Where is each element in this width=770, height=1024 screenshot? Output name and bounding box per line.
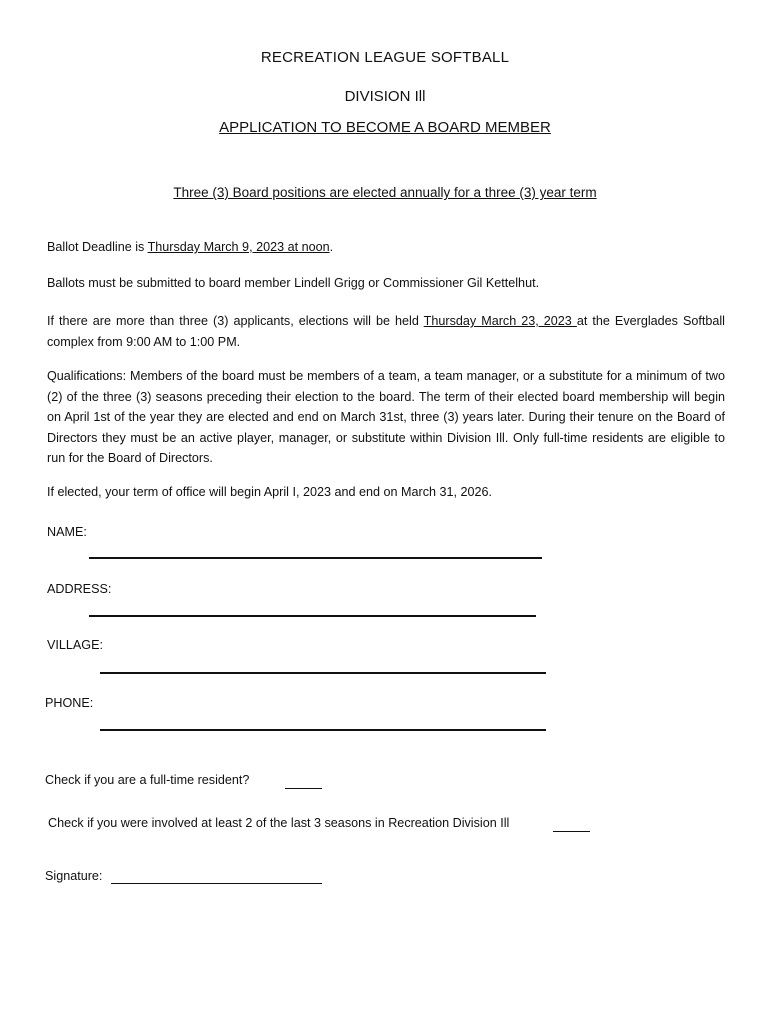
- ballot-deadline-prefix: Ballot Deadline is: [47, 240, 148, 254]
- submission-paragraph: Ballots must be submitted to board member Lindell Grigg or Commissioner Gil Kettelhut.: [47, 276, 540, 290]
- seasons-check-blank[interactable]: [553, 831, 590, 832]
- phone-label: PHONE:: [45, 696, 94, 710]
- address-label: ADDRESS:: [47, 582, 112, 596]
- name-label: NAME:: [47, 525, 87, 539]
- resident-check-label: Check if you are a full-time resident?: [45, 773, 250, 787]
- ballot-deadline-suffix: .: [329, 240, 334, 254]
- name-field[interactable]: [89, 557, 542, 559]
- village-field[interactable]: [100, 672, 546, 674]
- ballot-deadline-date: Thursday March 9, 2023 at noon: [147, 240, 330, 254]
- division-title: DIVISION Ill: [344, 88, 426, 105]
- positions-subtitle: Three (3) Board positions are elected annually for a three (3) year term: [173, 185, 597, 200]
- election-suffix: at the Everglades Softball complex from 9:00 AM to 1:00 PM.: [47, 314, 725, 349]
- term-paragraph: If elected, your term of office will begin April I, 2023 and end on March 31, 2026.: [47, 485, 493, 499]
- election-date: Thursday March 23, 2023: [423, 314, 577, 328]
- qualifications-paragraph: Qualifications: Members of the board must be members of a team, a team manager, or a substitute for a minimum of two (2) of the three (3) seasons preceding their election to the board. The term of their elected board membership will begin on April 1st of the year they are elected and end on March 31st, three (3) years later. During their tenure on the Board of Directors they must be an active player, manager, or substitute within Division Ill. Only full-time residents are eligible to run for the Board of Directors.: [47, 369, 725, 465]
- village-label: VILLAGE:: [47, 638, 104, 652]
- signature-label: Signature:: [45, 869, 103, 883]
- signature-field[interactable]: [111, 883, 322, 884]
- league-title: RECREATION LEAGUE SOFTBALL: [260, 49, 510, 66]
- resident-check-blank[interactable]: [285, 788, 322, 789]
- application-title: APPLICATION TO BECOME A BOARD MEMBER: [219, 119, 551, 136]
- phone-field[interactable]: [100, 729, 546, 731]
- election-paragraph: [47, 311, 725, 352]
- ballot-deadline-paragraph: [47, 237, 725, 258]
- seasons-check-label: Check if you were involved at least 2 of the last 3 seasons in Recreation Division Ill: [48, 816, 510, 830]
- address-field[interactable]: [89, 615, 536, 617]
- election-prefix: If there are more than three (3) applicants, elections will be held: [47, 314, 424, 328]
